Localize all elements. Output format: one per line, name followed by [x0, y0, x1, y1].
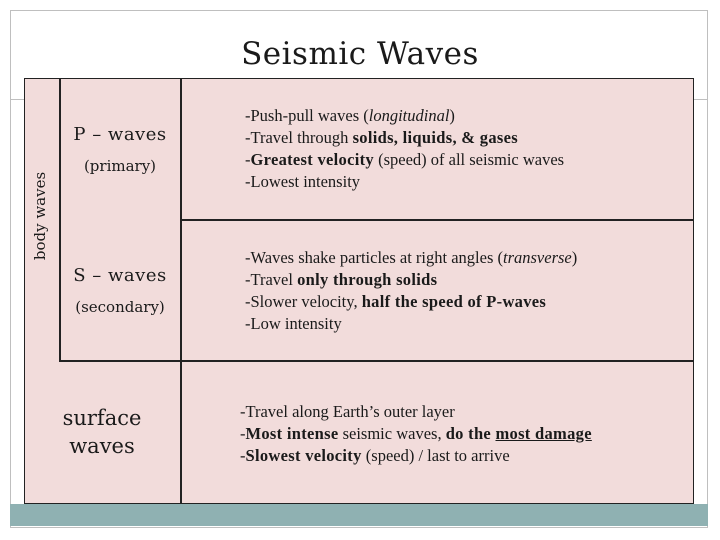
description-line — [245, 127, 564, 149]
description-line — [245, 291, 577, 313]
description-segment: -Travel along Earth’s outer layer — [240, 402, 455, 421]
description-segment: -Waves shake particles at right angles ( — [245, 248, 503, 267]
description-segment: seismic waves, — [338, 424, 446, 443]
description-segment: -Slower velocity, — [245, 292, 362, 311]
surface-waves-label-line-1: surface — [62, 406, 142, 430]
slide-title: Seismic Waves — [241, 36, 479, 72]
surface-waves-description — [240, 401, 592, 467]
description-segment: Greatest velocity — [250, 150, 374, 169]
surface-waves-label — [24, 404, 180, 460]
description-segment: transverse — [503, 248, 572, 267]
row-divider-1 — [180, 219, 694, 221]
description-segment: ) — [571, 248, 578, 267]
description-segment: most damage — [495, 424, 592, 443]
p-waves-sublabel: (primary) — [83, 157, 157, 175]
s-waves-sublabel: (secondary) — [75, 298, 165, 316]
p-waves-description — [245, 105, 564, 193]
description-segment: -Travel through — [245, 128, 353, 147]
surface-waves-label-line-2: waves — [69, 434, 135, 458]
description-segment: (speed) / last to arrive — [361, 446, 510, 465]
description-segment: - — [240, 424, 246, 443]
description-segment: longitudinal — [368, 106, 450, 125]
s-waves-description — [245, 247, 577, 335]
p-waves-label: P – waves — [73, 124, 167, 145]
description-segment: - — [240, 446, 246, 465]
description-segment: ) — [449, 106, 455, 125]
description-line — [245, 149, 564, 171]
description-line — [245, 171, 564, 193]
description-segment: half the speed of P-waves — [361, 292, 547, 311]
description-line — [245, 105, 564, 127]
description-line — [245, 269, 577, 291]
row-divider-2 — [59, 360, 694, 362]
description-segment: - — [245, 150, 251, 169]
description-line — [240, 423, 592, 445]
description-column-divider — [180, 78, 182, 504]
body-waves-column-divider — [59, 78, 61, 360]
body-waves-label: body waves — [31, 171, 49, 261]
description-line — [245, 247, 577, 269]
description-segment: only through solids — [297, 270, 438, 289]
description-line — [240, 401, 592, 423]
description-segment: solids, liquids, & gases — [352, 128, 518, 147]
s-waves-label: S – waves — [73, 265, 167, 286]
description-segment: (speed) of all seismic waves — [373, 150, 565, 169]
description-segment: -Push-pull waves ( — [245, 106, 369, 125]
description-segment: -Travel — [245, 270, 298, 289]
description-segment: Slowest velocity — [245, 446, 362, 465]
description-line — [240, 445, 592, 467]
description-segment: -Lowest intensity — [245, 172, 361, 191]
description-line — [245, 313, 577, 335]
description-segment: -Low intensity — [245, 314, 342, 333]
description-segment: do the — [445, 424, 496, 443]
description-segment: Most intense — [245, 424, 339, 443]
footer-bar — [10, 504, 708, 526]
